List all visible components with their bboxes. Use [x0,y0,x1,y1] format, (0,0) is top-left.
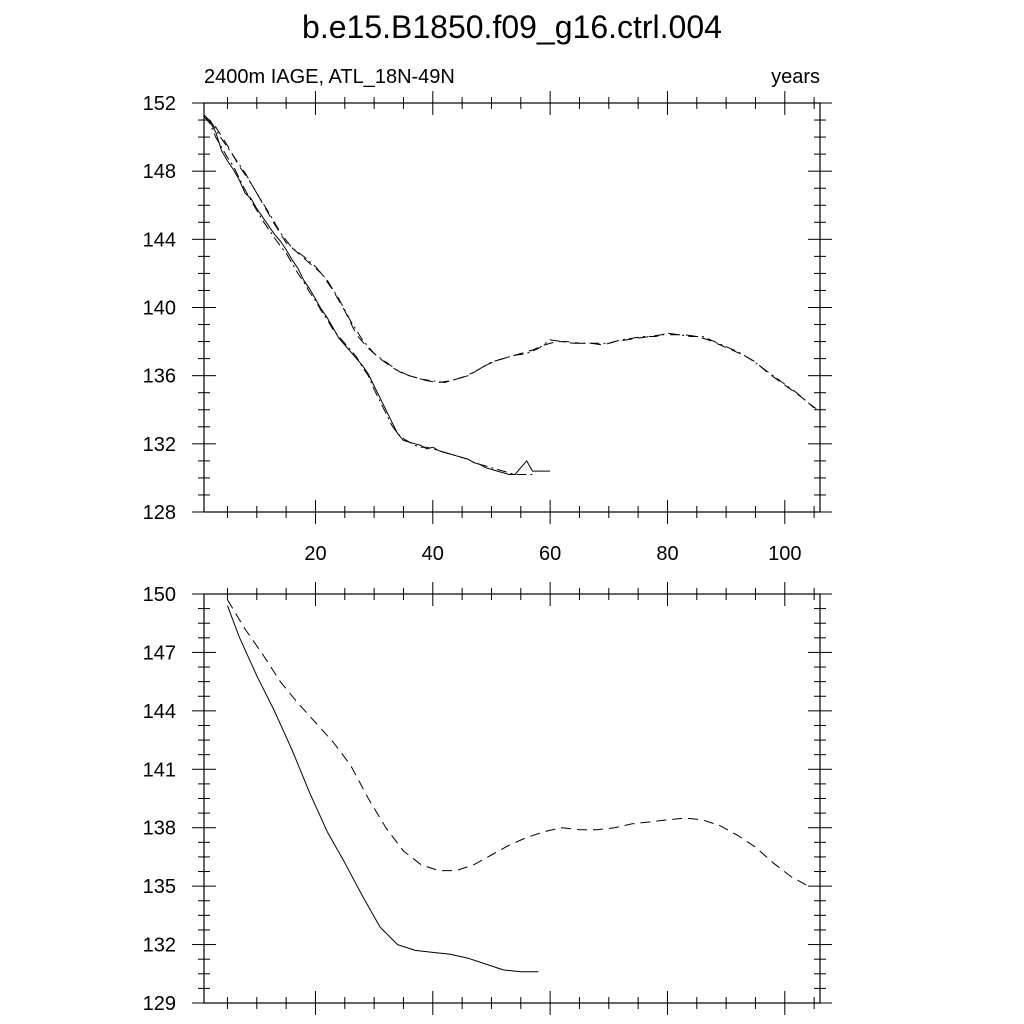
top-chart-subtitle-right: years [771,66,820,88]
top-line-chart [143,66,832,565]
figure-title: b.e15.B1850.f09_g16.ctrl.004 [302,9,722,45]
bottom-y-tick-label: 141 [142,759,176,782]
top-x-tick-label: 20 [304,543,327,565]
top-y-tick-label: 144 [142,229,176,252]
bottom-y-tick-label: 129 [142,993,176,1015]
bottom-y-tick-label: 150 [142,584,176,606]
bottom-y-tick-label: 135 [142,876,176,899]
top-x-tick-label: 60 [539,543,562,565]
bottom-y-tick-label: 132 [142,934,176,957]
top-y-tick-label: 152 [142,93,176,115]
bottom-chart-plot-frame [204,594,820,1003]
bottom-y-tick-label: 147 [142,642,176,665]
top-chart-subtitle-left: 2400m IAGE, ATL_18N-49N [204,66,455,88]
top-series-line-3 [204,115,814,408]
top-y-tick-label: 140 [142,297,176,320]
top-y-tick-label: 136 [142,365,176,388]
top-series-line-2 [204,117,533,475]
bottom-series-line-1 [228,606,539,972]
top-series-line-1 [204,115,550,475]
top-x-tick-label: 80 [656,543,679,565]
top-y-tick-label: 132 [142,433,176,456]
bottom-line-chart [143,582,832,1015]
top-y-tick-label: 148 [142,161,176,184]
bottom-y-tick-label: 138 [142,817,176,840]
bottom-y-tick-label: 144 [142,700,176,723]
top-x-tick-label: 100 [768,543,802,565]
bottom-series-line-2 [228,600,809,886]
top-series-line-4 [210,120,820,412]
top-chart-plot-frame [204,103,820,512]
top-x-tick-label: 40 [421,543,444,565]
top-y-tick-label: 128 [142,502,176,524]
